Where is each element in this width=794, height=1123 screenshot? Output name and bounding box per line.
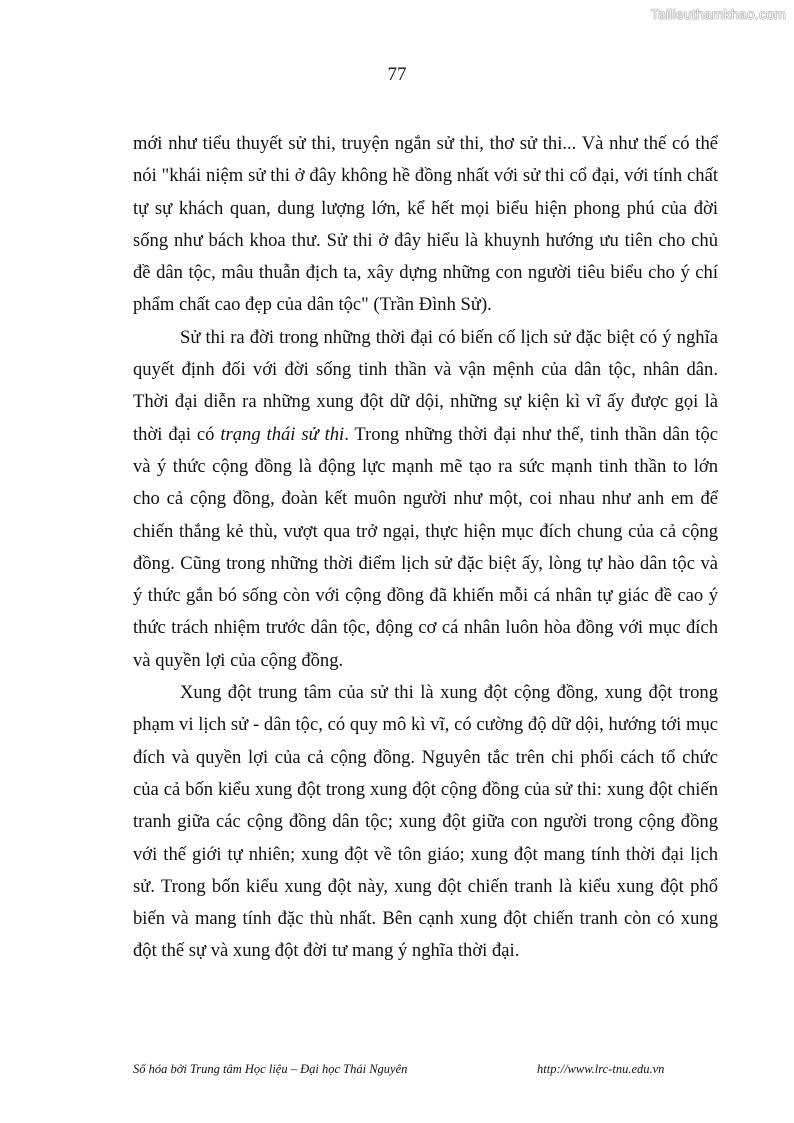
paragraph-1	[133, 128, 718, 322]
paragraph-1-text: mới như tiểu thuyết sử thi, truyện ngắn sử thi, thơ sử thi... Và như thế có thể nói "khái niệm sử thi ở đây không hề đồng nhất với sử thi cổ đại, với tính chất tự sự khách quan, dung lượng lớn, kể hết mọi biểu hiện phong phú của đời sống như bách khoa thư. Sử thi ở đây hiểu là khuynh hướng ưu tiên cho chủ đề dân tộc, mâu thuẫn địch ta, xây dựng những con người tiêu biểu cho ý chí phẩm chất cao đẹp của dân tộc" (Trần Đình Sử).	[133, 133, 718, 316]
paragraph-3	[133, 677, 718, 968]
paragraph-2-text-b: . Trong những thời đại như thế, tinh thần dân tộc và ý thức cộng đồng là động lực mạnh mẽ tạo ra sức mạnh tinh thần to lớn cho cả cộng đồng, đoàn kết muôn người như một, coi nhau như anh em để chiến thắng kẻ thù, vượt qua trở ngại, thực hiện mục đích chung của cả cộng đồng. Cũng trong những thời điểm lịch sử đặc biệt ấy, lòng tự hào dân tộc và ý thức gắn bó sống còn với cộng đồng đã khiến mỗi cá nhân tự giác đề cao ý thức trách nhiệm trước dân tộc, động cơ cá nhân luôn hòa đồng với mục đích và quyền lợi của cộng đồng.	[133, 423, 719, 671]
footer-url: http://www.lrc-tnu.edu.vn	[537, 1062, 665, 1076]
footer-source-credit: Số hóa bởi Trung tâm Học liệu – Đại học Thái Nguyên	[133, 1062, 408, 1076]
watermark-text: Tailieuthamkhao.com	[650, 6, 786, 22]
paragraph-2-italic-term: trạng thái sử thi	[220, 423, 345, 445]
paragraph-2-text-a: Sử thi ra đời trong những thời đại có biến cố lịch sử đặc biệt có ý nghĩa quyết định đối với đời sống tinh thần và vận mệnh của dân tộc, nhân dân. Thời đại diễn ra những xung đột dữ dội, những sự kiện kì vĩ ấy được gọi là thời đại có	[133, 326, 718, 445]
paragraph-2	[133, 322, 718, 677]
body-text	[133, 128, 718, 968]
paragraph-3-text: Xung đột trung tâm của sử thi là xung đột cộng đồng, xung đột trong phạm vi lịch sử - dân tộc, có quy mô kì vĩ, có cường độ dữ dội, hướng tới mục đích và quyền lợi của cả cộng đồng. Nguyên tắc trên chi phối cách tổ chức của cả bốn kiểu xung đột trong xung đột cộng đồng của sử thi: xung đột chiến tranh giữa các cộng đồng dân tộc; xung đột giữa con người trong cộng đồng với thế giới tự nhiên; xung đột về tôn giáo; xung đột mang tính thời đại lịch sử. Trong bốn kiểu xung đột này, xung đột chiến tranh là kiểu xung đột phổ biến và mang tính đặc thù nhất. Bên cạnh xung đột chiến tranh còn có xung đột thế sự và xung đột đời tư mang ý nghĩa thời đại.	[133, 682, 718, 962]
page-number: 77	[387, 64, 407, 85]
